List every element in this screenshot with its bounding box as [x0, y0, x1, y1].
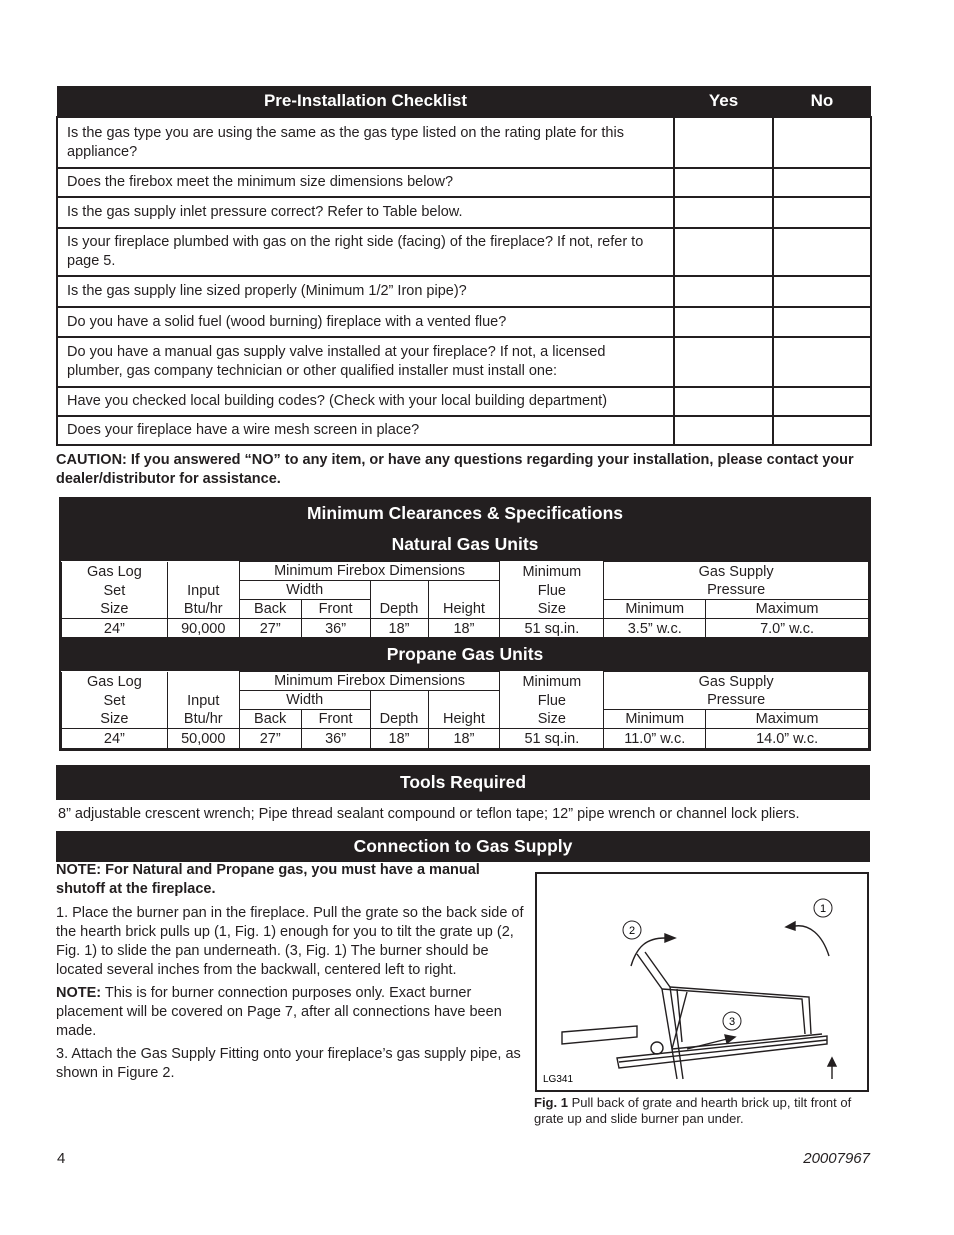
callout-2: 2 [628, 925, 636, 937]
natural-gas-title: Natural Gas Units [391, 534, 539, 554]
cell-back: 27” [239, 619, 301, 639]
note-label: NOTE: [56, 985, 102, 1001]
header-back: Back [239, 710, 301, 729]
header-pressure: Gas Supply [604, 562, 869, 581]
header-btu: Btu/hr [167, 600, 239, 619]
checklist-question: Is your fireplace plumbed with gas on the right side (facing) of the fireplace? If not, refer to page 5. [57, 228, 674, 276]
checklist-no-header: No [773, 86, 871, 117]
yes-checkbox[interactable] [674, 117, 773, 168]
yes-checkbox[interactable] [674, 168, 773, 197]
cell-flue: 51 sq.in. [500, 729, 604, 749]
header-size: Size [62, 600, 168, 619]
cell-back: 27” [239, 729, 301, 749]
yes-checkbox[interactable] [674, 337, 773, 387]
cell-depth: 18” [370, 619, 428, 639]
tools-required-title: Tools Required [56, 765, 870, 800]
checklist-question: Do you have a manual gas supply valve installed at your fireplace? If not, a licensed plumber, gas company technician or other qualified installer must install one: [57, 337, 674, 387]
propane-gas-title: Propane Gas Units [61, 637, 869, 671]
header-height: Height [428, 710, 500, 729]
page-number: 4 [57, 1150, 66, 1167]
header-max: Maximum [706, 710, 869, 729]
figure-caption-label: Fig. 1 [534, 1095, 568, 1110]
header-height: Height [428, 600, 500, 619]
checklist-question: Is the gas supply inlet pressure correct? Refer to Table below. [57, 197, 674, 228]
propane-gas-grid [61, 671, 869, 749]
no-checkbox[interactable] [773, 307, 871, 337]
burner-placement-note [56, 984, 528, 1041]
cell-depth: 18” [370, 729, 428, 749]
yes-checkbox[interactable] [674, 307, 773, 337]
header-flue-2: Flue [500, 581, 604, 600]
cell-size: 24” [62, 729, 168, 749]
yes-checkbox[interactable] [674, 416, 773, 445]
callout-3: 3 [728, 1016, 736, 1028]
callout-1: 1 [819, 903, 827, 915]
natural-gas-row [62, 619, 869, 639]
caution-notice: CAUTION: If you answered “NO” to any item, or have any questions regarding your installation, please contact your dealer/distributor for assistance. [56, 452, 854, 487]
header-pressure-2: Pressure [604, 581, 869, 600]
step-3: 3. Attach the Gas Supply Fitting onto your fireplace’s gas supply pipe, as shown in Figure 2. [56, 1046, 521, 1081]
checklist-title: Pre-Installation Checklist [57, 86, 674, 117]
natural-gas-grid [61, 561, 869, 639]
yes-checkbox[interactable] [674, 276, 773, 307]
figure-code: LG341 [543, 1074, 574, 1085]
note-text: This is for burner connection purposes only. Exact burner placement will be covered on Page 7, after all connections have been made. [56, 985, 502, 1039]
connection-instructions [56, 861, 528, 1087]
grate-diagram [537, 874, 867, 1090]
cell-flue: 51 sq.in. [500, 619, 604, 639]
figure-1 [535, 872, 869, 1092]
figure-caption [534, 1095, 874, 1127]
no-checkbox[interactable] [773, 337, 871, 387]
header-gas-log: Gas Log [62, 562, 168, 581]
header-flue-3: Size [500, 600, 604, 619]
header-width: Width [239, 581, 370, 600]
no-checkbox[interactable] [773, 197, 871, 228]
header-min: Minimum [604, 710, 706, 729]
no-checkbox[interactable] [773, 228, 871, 276]
header-size: Size [62, 710, 168, 729]
header-flue: Minimum [500, 562, 604, 581]
header-input: Input [167, 691, 239, 710]
step-1: 1. Place the burner pan in the fireplace. Pull the grate so the back side of the hearth brick pulls up (1, Fig. 1) enough for you to tilt the grate up (2, Fig. 1) to slide the pan underneath. (3, Fig. 1) The burner should be located several inches from the backwall, centered left to right. [56, 905, 524, 978]
cell-height: 18” [428, 729, 500, 749]
header-firebox: Minimum Firebox Dimensions [239, 562, 500, 581]
specs-header-bar [61, 499, 869, 561]
no-checkbox[interactable] [773, 416, 871, 445]
propane-gas-row [62, 729, 869, 749]
cell-height: 18” [428, 619, 500, 639]
yes-checkbox[interactable] [674, 387, 773, 416]
header-min: Minimum [604, 600, 706, 619]
checklist-yes-header: Yes [674, 86, 773, 117]
cell-min: 11.0” w.c. [604, 729, 706, 749]
yes-checkbox[interactable] [674, 228, 773, 276]
figure-caption-text: Pull back of grate and hearth brick up, tilt front of grate up and slide burner pan under. [534, 1095, 852, 1126]
header-max: Maximum [706, 600, 869, 619]
connection-title: Connection to Gas Supply [56, 831, 870, 862]
checklist-question: Does the firebox meet the minimum size dimensions below? [57, 168, 674, 197]
checklist-question: Do you have a solid fuel (wood burning) fireplace with a vented flue? [57, 307, 674, 337]
cell-max: 14.0” w.c. [706, 729, 869, 749]
yes-checkbox[interactable] [674, 197, 773, 228]
pre-installation-checklist [56, 86, 872, 446]
header-firebox: Minimum Firebox Dimensions [239, 672, 500, 691]
header-pressure: Gas Supply [604, 672, 869, 691]
specs-title: Minimum Clearances & Specifications [306, 503, 624, 523]
header-flue-2: Flue [500, 691, 604, 710]
checklist-question: Have you checked local building codes? (Check with your local building department) [57, 387, 674, 416]
cell-input: 90,000 [167, 619, 239, 639]
document-number: 20007967 [803, 1150, 870, 1167]
cell-front: 36” [301, 729, 370, 749]
header-front: Front [301, 600, 370, 619]
checklist-question: Does your fireplace have a wire mesh screen in place? [57, 416, 674, 445]
header-pressure-2: Pressure [604, 691, 869, 710]
tools-list: 8” adjustable crescent wrench; Pipe thread sealant compound or teflon tape; 12” pipe wrench or channel lock pliers. [58, 806, 800, 822]
header-width: Width [239, 691, 370, 710]
header-btu: Btu/hr [167, 710, 239, 729]
header-flue: Minimum [500, 672, 604, 691]
header-depth: Depth [370, 600, 428, 619]
header-flue-3: Size [500, 710, 604, 729]
checklist-question: Is the gas supply line sized properly (Minimum 1/2” Iron pipe)? [57, 276, 674, 307]
no-checkbox[interactable] [773, 117, 871, 168]
manual-shutoff-note: NOTE: For Natural and Propane gas, you must have a manual shutoff at the fireplace. [56, 862, 480, 897]
header-back: Back [239, 600, 301, 619]
header-depth: Depth [370, 710, 428, 729]
cell-front: 36” [301, 619, 370, 639]
header-front: Front [301, 710, 370, 729]
no-checkbox[interactable] [773, 387, 871, 416]
no-checkbox[interactable] [773, 276, 871, 307]
header-gas-log: Gas Log [62, 672, 168, 691]
cell-min: 3.5” w.c. [604, 619, 706, 639]
checklist-question: Is the gas type you are using the same as the gas type listed on the rating plate for this appliance? [57, 117, 674, 168]
specifications-table [59, 497, 871, 751]
header-input: Input [167, 581, 239, 600]
header-set: Set [62, 581, 168, 600]
header-set: Set [62, 691, 168, 710]
cell-size: 24” [62, 619, 168, 639]
cell-input: 50,000 [167, 729, 239, 749]
cell-max: 7.0” w.c. [706, 619, 869, 639]
no-checkbox[interactable] [773, 168, 871, 197]
